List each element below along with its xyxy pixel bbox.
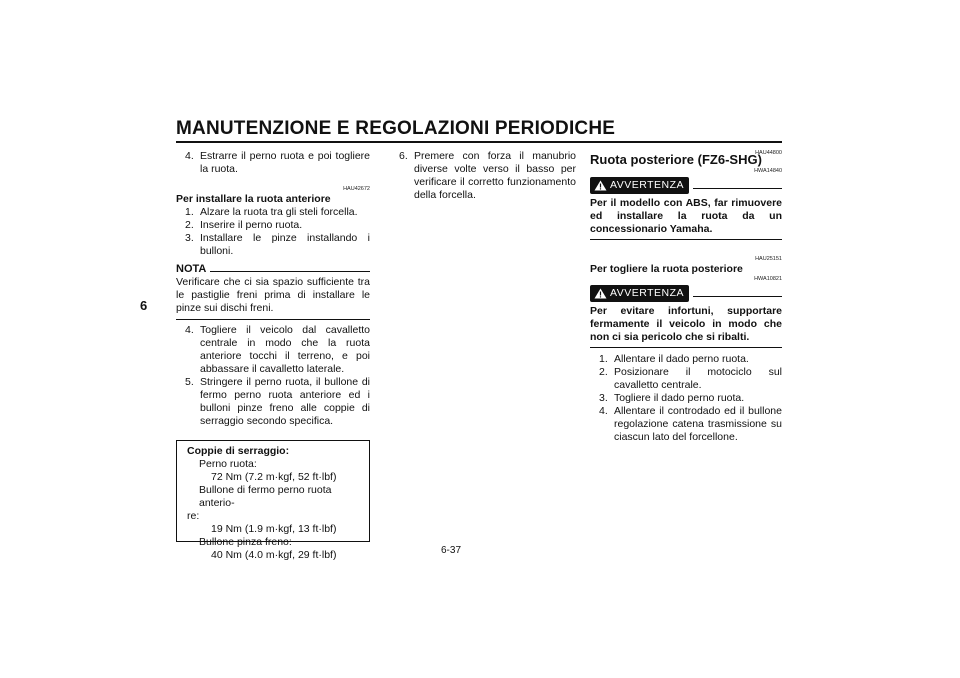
- column-middle: [390, 150, 576, 202]
- step-number: 4.: [599, 405, 608, 417]
- warning-header: [590, 177, 782, 194]
- note-header: [176, 263, 370, 276]
- list-item: [176, 376, 370, 428]
- torque-value: 72 Nm (7.2 m·kgf, 52 ft·lbf): [211, 471, 337, 483]
- torque-line: re:: [187, 510, 200, 522]
- torque-value: 19 Nm (1.9 m·kgf, 13 ft·lbf): [211, 523, 337, 535]
- step-number: 5.: [185, 376, 194, 388]
- list-item: [176, 206, 370, 219]
- warning-end-rule: [590, 347, 782, 348]
- step-text: Inserire il perno ruota.: [200, 219, 303, 231]
- step-number: 3.: [599, 392, 608, 404]
- list-item: [390, 150, 576, 202]
- title-rule: [176, 141, 782, 143]
- warning-rule: [693, 188, 782, 189]
- step-text: Alzare la ruota tra gli steli forcella.: [200, 206, 358, 218]
- list-item: [176, 219, 370, 232]
- step-number: 3.: [185, 232, 194, 244]
- page-number: 6-37: [441, 545, 462, 556]
- step-text: Installare le pinze installando i bulloni.: [200, 232, 370, 257]
- torque-spec-box: [176, 440, 370, 561]
- install-heading: Per installare la ruota anteriore: [176, 193, 331, 205]
- step-number: 4.: [185, 150, 194, 162]
- torque-line: Bullone pinza freno:: [199, 536, 292, 548]
- reference-code: HWA14840: [754, 168, 782, 174]
- list-item: [176, 150, 370, 176]
- step-number: 1.: [599, 353, 608, 365]
- torque-heading: Coppie di serraggio:: [187, 445, 290, 457]
- warning-text: Per il modello con ABS, far rimuovere ed installare la ruota da un concessionario Yamaha.: [590, 197, 782, 235]
- reference-code: HAU44800: [755, 150, 782, 156]
- warning-triangle-icon: [594, 288, 607, 299]
- warning-text: Per evitare infortuni, supportare fermamente il veicolo in modo che non ci sia pericolo che si ribalti.: [590, 305, 782, 343]
- step-number: 2.: [599, 366, 608, 378]
- list-item: [590, 366, 782, 392]
- step-number: 4.: [185, 324, 194, 336]
- step-text: Allentare il controdado ed il bullone regolazione catena trasmissione su ciascun lato del forcellone.: [614, 405, 782, 443]
- step-text: Stringere il perno ruota, il bullone di fermo perno ruota anteriore ed i bulloni pinze freno alle coppie di serraggio secondo specifica.: [200, 376, 370, 427]
- note-label: NOTA: [176, 263, 207, 275]
- step-text: Premere con forza il manubrio diverse volte verso il basso per verificare il corretto funzionamento della forcella.: [414, 150, 576, 201]
- torque-line: Perno ruota:: [199, 458, 257, 470]
- list-item: [590, 353, 782, 366]
- step-text: Allentare il dado perno ruota.: [614, 353, 749, 365]
- step-text: Togliere il veicolo dal cavalletto centrale in modo che la ruota anteriore tocchi il terreno, e poi abbassare il cavalletto laterale.: [200, 324, 370, 375]
- remove-heading: Per togliere la ruota posteriore: [590, 263, 743, 275]
- section-title: Ruota posteriore (FZ6-SHG): [590, 152, 762, 167]
- note-end-rule: [176, 319, 370, 320]
- warning-header: [590, 285, 782, 302]
- warning-rule: [693, 296, 782, 297]
- list-item: [590, 405, 782, 444]
- torque-value: 40 Nm (4.0 m·kgf, 29 ft·lbf): [211, 549, 337, 561]
- list-item: [590, 392, 782, 405]
- column-left: [176, 150, 370, 561]
- warning-end-rule: [590, 239, 782, 240]
- list-item: [176, 232, 370, 258]
- warning-badge: [590, 285, 689, 302]
- note-rule: [210, 271, 370, 272]
- warning-badge: [590, 177, 689, 194]
- list-item: [176, 324, 370, 376]
- step-number: 2.: [185, 219, 194, 231]
- reference-code: HAU42672: [343, 186, 370, 192]
- warning-triangle-icon: [594, 180, 607, 191]
- column-right: [590, 150, 782, 444]
- warning-label: AVVERTENZA: [610, 287, 685, 299]
- step-text: Estrarre il perno ruota e poi togliere la ruota.: [200, 150, 370, 175]
- torque-line: Bullone di fermo perno ruota anterio-: [199, 484, 332, 509]
- step-number: 1.: [185, 206, 194, 218]
- chapter-tab: 6: [140, 298, 148, 313]
- step-number: 6.: [399, 150, 408, 162]
- note-text: Verificare che ci sia spazio sufficiente tra le pastiglie freni prima di installare le pinze sui dischi freni.: [176, 276, 370, 314]
- reference-code: HAU25151: [755, 256, 782, 262]
- page-title: MANUTENZIONE E REGOLAZIONI PERIODICHE: [176, 118, 616, 139]
- reference-code: HWA10821: [754, 276, 782, 282]
- step-text: Posizionare il motociclo sul cavalletto centrale.: [614, 366, 782, 391]
- step-text: Togliere il dado perno ruota.: [614, 392, 745, 404]
- warning-label: AVVERTENZA: [610, 179, 685, 191]
